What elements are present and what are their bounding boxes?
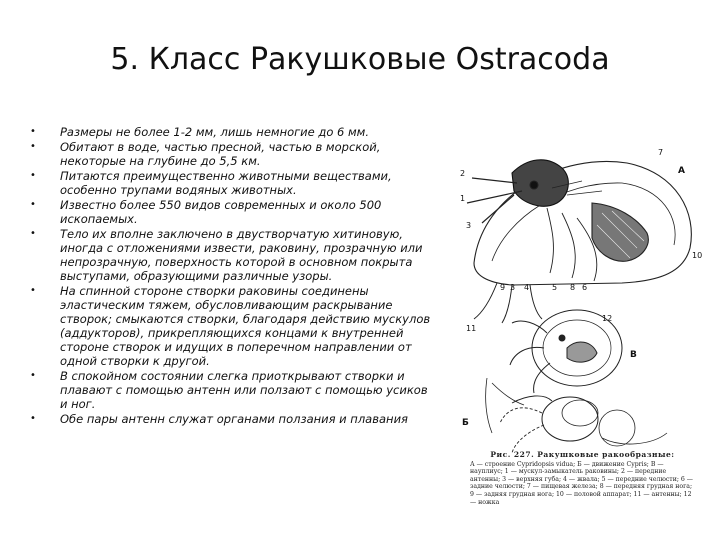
bullet-dot: • <box>30 413 36 424</box>
label-1: 1 <box>460 194 466 203</box>
caption-text: А — строение Cypridopsis vidua; Б — движение Cypris; В — науплиус; 1 — мускул-замыкатель раковины; 2 — передние антенны; 3 — верхняя губа; 4 — жвала; 5 — передние челюсти; 6 — задние челюсти; 7 — пищевая железа; 8 — передняя грудная нога; 9 — задняя грудная нога; 10 — половой аппарат; 11 — антенны; 12 — ножка <box>470 460 693 506</box>
bullet-item <box>28 369 433 411</box>
label-2: 2 <box>460 169 466 178</box>
label-7: 7 <box>658 148 664 157</box>
bullet-item <box>28 198 433 226</box>
label-8: 8 <box>570 283 576 292</box>
ostracoda-figure <box>452 133 702 528</box>
label-3: 3 <box>466 221 472 230</box>
label-9: 9 <box>500 283 506 292</box>
label-11: 11 <box>466 324 477 333</box>
label-4: 4 <box>524 283 530 292</box>
bullet-dot: • <box>30 126 36 137</box>
label-a: А <box>678 166 685 176</box>
bullet-dot: • <box>30 199 36 210</box>
label-v: В <box>630 350 637 360</box>
bullet-text: На спинной стороне створки раковины соединены эластическим тяжем, обусловливающим раскрывание створок; смыкаются створки, благодаря действию мускулов (аддукторов), прикрепляющихся концами к внутренней стороне створок и идущих в поперечном направлении от одной створки к другой. <box>60 284 431 368</box>
bullet-dot: • <box>30 285 36 296</box>
bullet-item <box>28 169 433 197</box>
slide-title: 5. Класс Ракушковые Ostracoda <box>110 42 610 77</box>
bullet-item <box>28 140 433 168</box>
bullet-dot: • <box>30 228 36 239</box>
bullet-dot: • <box>30 141 36 152</box>
bullet-text: Обе пары антенн служат органами ползания и плавания <box>60 412 408 426</box>
label-10: 10 <box>692 251 702 260</box>
bullet-list <box>28 125 433 427</box>
bullet-text: Тело их вполне заключено в двустворчатую хитиновую, иногда с отложениями извести, раковину, прозрачную или непрозрачную, поверхность которой в основном покрыта выступами, образующими различные узоры. <box>60 227 423 283</box>
figure-a-drawing <box>467 160 691 323</box>
bullet-text: Питаются преимущественно животными веществами, особенно трупами водяных животных. <box>60 169 392 197</box>
figure-caption <box>470 451 695 506</box>
bullet-text: Обитают в воде, частью пресной, частью в морской, некоторые на глубине до 5,5 км. <box>60 140 381 168</box>
bullet-text: В спокойном состоянии слегка приоткрывают створки и плавают с помощью антенн или ползают с помощью усиков и ног. <box>60 369 428 411</box>
bullet-item <box>28 412 433 426</box>
label-5: 5 <box>552 283 558 292</box>
label-6: 6 <box>582 283 588 292</box>
bullet-item <box>28 284 433 368</box>
bullet-dot: • <box>30 370 36 381</box>
bullet-dot: • <box>30 170 36 181</box>
bullet-text: Известно более 550 видов современных и около 500 ископаемых. <box>60 198 382 226</box>
caption-title: Рис. 227. Ракушковые ракообразные: <box>490 450 675 459</box>
label-3-bottom: 3 <box>510 283 516 292</box>
bullet-item <box>28 125 433 139</box>
bullet-item <box>28 227 433 283</box>
label-12: 12 <box>602 314 613 323</box>
bullet-text: Размеры не более 1-2 мм, лишь немногие до 6 мм. <box>60 125 369 139</box>
figure-b-drawing <box>486 378 667 453</box>
label-b: Б <box>462 418 469 428</box>
